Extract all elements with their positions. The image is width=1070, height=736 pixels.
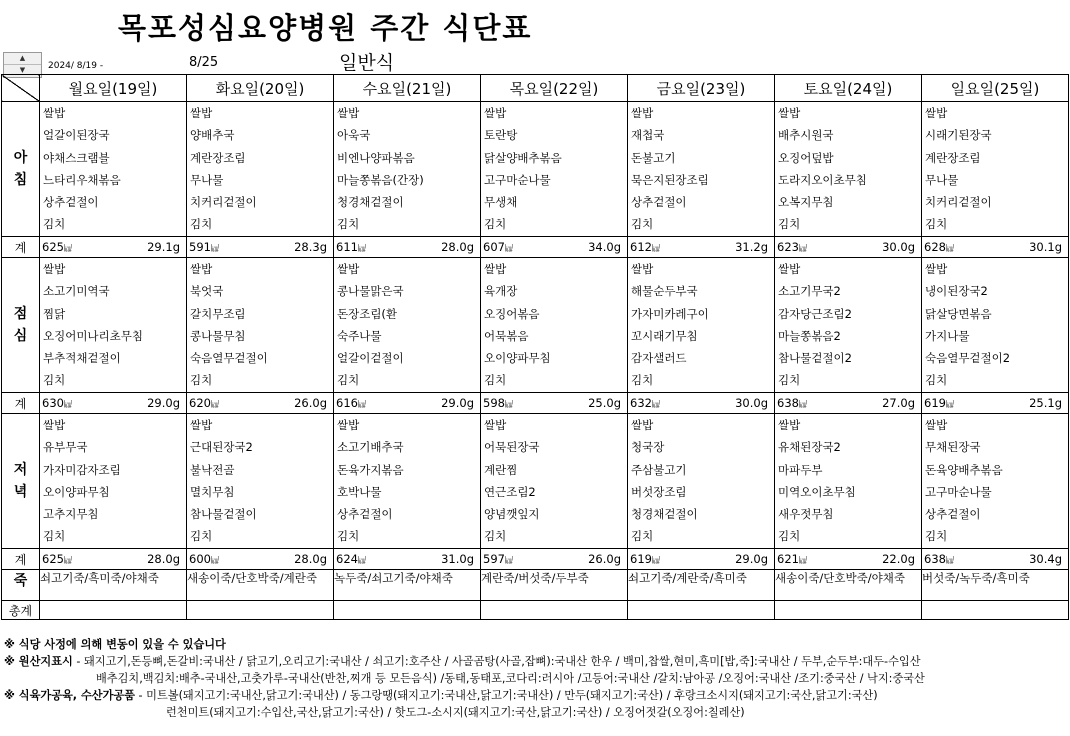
menu-item: 소고기미역국: [43, 284, 110, 299]
menu-item: 쌀밥: [43, 262, 66, 276]
porridge-cell: 쇠고기죽/계란죽/흑미죽: [628, 570, 775, 601]
page-title: 목포성심요양병원 주간 식단표: [118, 11, 533, 45]
menu-item: 얼갈이겉절이: [337, 351, 404, 366]
lunch-cell: [187, 258, 334, 393]
menu-item: 시래기된장국: [925, 128, 992, 143]
menu-item: 냉이된장국2: [925, 284, 988, 299]
date-range-end: 8/25: [189, 55, 219, 70]
breakfast-cell: [481, 102, 628, 237]
menu-item: 느타리우채볶음: [43, 172, 121, 187]
lunch-cell: [775, 258, 922, 393]
date-range-start: 2024/ 8/19 -: [48, 61, 104, 71]
menu-item: 김치: [190, 529, 213, 544]
breakfast-cell: [922, 102, 1069, 237]
total-label: 총계: [2, 601, 40, 620]
menu-item: 쌀밥: [190, 262, 213, 276]
menu-item: 쌀밥: [337, 262, 360, 276]
corner-cell: [2, 75, 40, 102]
menu-item: 숙음열무겉절이2: [925, 351, 1011, 366]
menu-item: 닭살당면볶음: [925, 306, 992, 321]
protein-value: 31.0g: [441, 552, 474, 566]
day-header: 목요일(22일): [481, 75, 628, 102]
menu-item: 오징어덮밥: [778, 150, 834, 165]
menu-item: 상추겉절이: [43, 195, 99, 210]
menu-item: 오징어미나리초무침: [43, 328, 143, 343]
breakfast-cell: [187, 102, 334, 237]
menu-item: 오복지무침: [778, 195, 834, 210]
subtotal-cell: [187, 393, 334, 414]
subtotal-cell: [922, 549, 1069, 570]
dinner-cell: [922, 414, 1069, 549]
porridge-cell: 쇠고기죽/흑미죽/야채죽: [40, 570, 187, 601]
menu-item: 숙주나물: [337, 328, 382, 343]
menu-item: 연근조림2: [484, 484, 536, 499]
protein-value: 28.0g: [441, 240, 474, 254]
calorie-value: 591㎉: [189, 240, 219, 254]
lunch-row: [2, 258, 1069, 393]
day-header: 수요일(21일): [334, 75, 481, 102]
porridge-row: [2, 570, 1069, 601]
menu-item: 가자미감자조림: [43, 462, 121, 477]
menu-item: 오이양파무침: [43, 484, 110, 499]
menu-item: 김치: [778, 217, 801, 232]
menu-item: 계란장조림: [190, 150, 246, 165]
menu-item: 쌀밥: [631, 262, 654, 276]
protein-value: 25.1g: [1029, 396, 1062, 410]
calorie-value: 625㎉: [42, 240, 72, 254]
calorie-value: 620㎉: [189, 396, 219, 410]
dinner-cell: [775, 414, 922, 549]
menu-item: 쌀밥: [43, 106, 66, 120]
calorie-value: 621㎉: [777, 552, 807, 566]
protein-value: 22.0g: [882, 552, 915, 566]
subtotal-cell: [481, 237, 628, 258]
calorie-value: 619㎉: [924, 396, 954, 410]
menu-item: 무나물: [925, 172, 959, 187]
calorie-value: 638㎉: [924, 552, 954, 566]
menu-item: 쌀밥: [631, 418, 654, 432]
day-header: 토요일(24일): [775, 75, 922, 102]
menu-item: 쌀밥: [190, 418, 213, 432]
menu-item: 유채된장국2: [778, 440, 841, 455]
menu-item: 상추겉절이: [337, 507, 393, 522]
subtotal-cell: [187, 237, 334, 258]
menu-item: 쌀밥: [925, 262, 948, 276]
porridge-cell: 버섯죽/녹두죽/흑미죽: [922, 570, 1069, 601]
menu-item: 돈육가지볶음: [337, 462, 404, 477]
protein-value: 29.0g: [147, 396, 180, 410]
menu-item: 김치: [190, 217, 213, 232]
menu-item: 마파두부: [778, 462, 823, 477]
menu-item: 김치: [43, 373, 66, 388]
menu-item: 계란찜: [484, 462, 518, 477]
menu-item: 돈장조림(환: [337, 306, 398, 321]
menu-item: 호박나물: [337, 484, 382, 499]
subtotal-cell: [628, 393, 775, 414]
menu-item: 김치: [43, 529, 66, 544]
menu-item: 쌀밥: [778, 106, 801, 120]
menu-item: 비엔나양파볶음: [337, 150, 415, 165]
menu-item: 근대된장국2: [190, 440, 253, 455]
dinner-cell: [40, 414, 187, 549]
menu-item: 김치: [778, 373, 801, 388]
protein-value: 30.4g: [1029, 552, 1062, 566]
dinner-subtotal-row: [2, 549, 1069, 570]
subtotal-cell: [40, 549, 187, 570]
menu-item: 마늘쫑볶음2: [778, 328, 841, 343]
subtotal-cell: [922, 237, 1069, 258]
menu-item: 김치: [631, 529, 654, 544]
menu-item: 쌀밥: [925, 418, 948, 432]
menu-item: 숙음열무겉절이: [190, 351, 268, 366]
menu-item: 상추겉절이: [925, 507, 981, 522]
protein-value: 30.0g: [882, 240, 915, 254]
origin-label: ※ 원산지표시: [4, 655, 73, 668]
menu-item: 찜닭: [43, 306, 66, 321]
lunch-cell: [628, 258, 775, 393]
calorie-value: 611㎉: [336, 240, 366, 254]
protein-value: 29.0g: [441, 396, 474, 410]
calorie-value: 616㎉: [336, 396, 366, 410]
menu-item: 고추지무침: [43, 507, 99, 522]
menu-item: 쌀밥: [337, 418, 360, 432]
menu-item: 닭살양배추볶음: [484, 150, 562, 165]
menu-item: 주삼불고기: [631, 462, 687, 477]
breakfast-label: 아 침: [2, 102, 40, 237]
menu-item: 쌀밥: [484, 262, 507, 276]
menu-item: 김치: [43, 217, 66, 232]
menu-item: 쌀밥: [43, 418, 66, 432]
menu-item: 쌀밥: [337, 106, 360, 120]
dinner-row: [2, 414, 1069, 549]
day-header: 일요일(25일): [922, 75, 1069, 102]
protein-value: 28.3g: [294, 240, 327, 254]
menu-item: 도라지오이초무침: [778, 172, 867, 187]
menu-item: 갈치무조림: [190, 306, 246, 321]
menu-item: 새우젓무침: [778, 507, 834, 522]
menu-item: 소고기무국2: [778, 284, 841, 299]
menu-item: 꼬시래기무침: [631, 328, 698, 343]
lunch-cell: [40, 258, 187, 393]
protein-value: 30.1g: [1029, 240, 1062, 254]
menu-item: 가지나물: [925, 328, 970, 343]
protein-value: 26.0g: [294, 396, 327, 410]
subtotal-cell: [40, 237, 187, 258]
menu-type-label: 일반식: [339, 52, 395, 74]
menu-item: 버섯장조림: [631, 484, 687, 499]
menu-item: 김치: [484, 529, 507, 544]
total-cell: [481, 601, 628, 620]
menu-item: 쌀밥: [778, 418, 801, 432]
origin-line-1: ※ 원산지표시 - 돼지고기,돈등뼈,돈갈비:국내산 / 닭고기,오리고기:국내산 / 쇠고기:호주산 / 사골곰탕(사골,잡뼈):국내산 한우 / 백미,찹쌀,현미,흑미[밥,죽]:국내산 / 두부,순두부:대두-수입산: [4, 655, 921, 668]
menu-item: 상추겉절이: [631, 195, 687, 210]
menu-item: 김치: [190, 373, 213, 388]
menu-item: 무나물: [190, 172, 224, 187]
menu-item: 참나물겉절이: [190, 507, 257, 522]
menu-item: 치커리겉절이: [925, 195, 992, 210]
notice-change: ※ 식당 사정에 의해 변동이 있을 수 있습니다: [4, 638, 226, 651]
menu-item: 배추시원국: [778, 128, 834, 143]
calorie-value: 625㎉: [42, 552, 72, 566]
subtotal-label: 계: [2, 393, 40, 414]
protein-value: 28.0g: [294, 552, 327, 566]
subtotal-cell: [628, 549, 775, 570]
menu-item: 쌀밥: [631, 106, 654, 120]
menu-item: 김치: [337, 529, 360, 544]
porridge-cell: 새송이죽/단호박죽/계란죽: [187, 570, 334, 601]
porridge-cell: 새송이죽/단호박죽/야채죽: [775, 570, 922, 601]
calorie-value: 632㎉: [630, 396, 660, 410]
calorie-value: 600㎉: [189, 552, 219, 566]
menu-item: 무채된장국: [925, 440, 981, 455]
menu-item: 무생채: [484, 195, 518, 210]
menu-item: 양념깻잎지: [484, 507, 540, 522]
lunch-cell: [481, 258, 628, 393]
menu-item: 계란장조림: [925, 150, 981, 165]
porridge-cell: 녹두죽/쇠고기죽/야채죽: [334, 570, 481, 601]
calorie-value: 598㎉: [483, 396, 513, 410]
subtotal-cell: [334, 237, 481, 258]
menu-item: 유부무국: [43, 440, 88, 455]
menu-item: 김치: [484, 217, 507, 232]
menu-item: 콩나물맑은국: [337, 284, 404, 299]
subtotal-cell: [481, 393, 628, 414]
subtotal-cell: [775, 549, 922, 570]
menu-item: 콩나물무침: [190, 328, 246, 343]
protein-value: 29.1g: [147, 240, 180, 254]
menu-item: 김치: [631, 217, 654, 232]
menu-item: 고구마순나물: [925, 484, 992, 499]
day-header: 금요일(23일): [628, 75, 775, 102]
menu-item: 해물순두부국: [631, 284, 698, 299]
total-cell: [40, 601, 187, 620]
menu-item: 마늘쫑볶음(간장): [337, 172, 424, 187]
menu-item: 부추적채겉절이: [43, 351, 121, 366]
menu-item: 김치: [337, 373, 360, 388]
protein-value: 31.2g: [735, 240, 768, 254]
porridge-label: 죽: [2, 570, 40, 601]
menu-item: 오징어볶음: [484, 306, 540, 321]
menu-item: 아욱국: [337, 128, 371, 143]
breakfast-subtotal-row: [2, 237, 1069, 258]
processed-line-1: ※ 식육가공육, 수산가공품 - 미트볼(돼지고기:국내산,닭고기:국내산) / 동그랑땡(돼지고기:국내산,닭고기:국내산) / 만두(돼지고기:국산) / 후랑크소시지(돼지고기:국산,닭고기:국산): [4, 689, 878, 702]
menu-item: 김치: [337, 217, 360, 232]
dinner-cell: [628, 414, 775, 549]
total-cell: [628, 601, 775, 620]
menu-item: 미역오이초무침: [778, 484, 856, 499]
menu-item: 오이양파무침: [484, 351, 551, 366]
menu-item: 치커리겉절이: [190, 195, 257, 210]
menu-item: 불낙전골: [190, 462, 235, 477]
menu-item: 청경채겉절이: [631, 507, 698, 522]
menu-item: 얼갈이된장국: [43, 128, 110, 143]
origin-line-2: 배추김치,백김치:배추-국내산,고춧가루-국내산(반찬,찌개 등 모든음식) /동태,동태포,코다리:러시아 /고등어:국내산 /갈치:남아공 /오징어:국내산 /조기:중국산 / 낙지:중국산: [96, 672, 925, 685]
menu-item: 양배추국: [190, 128, 235, 143]
breakfast-cell: [628, 102, 775, 237]
spinner-down-icon[interactable]: ▼: [19, 66, 26, 74]
menu-item: 멸치무침: [190, 484, 235, 499]
subtotal-cell: [775, 237, 922, 258]
breakfast-row: [2, 102, 1069, 237]
calorie-value: 638㎉: [777, 396, 807, 410]
subtotal-cell: [628, 237, 775, 258]
calorie-value: 628㎉: [924, 240, 954, 254]
subtotal-cell: [187, 549, 334, 570]
menu-item: 청국장: [631, 440, 665, 455]
menu-item: 어묵된장국: [484, 440, 540, 455]
dinner-cell: [481, 414, 628, 549]
calorie-value: 612㎉: [630, 240, 660, 254]
menu-item: 돈육양배추볶음: [925, 462, 1003, 477]
menu-item: 쌀밥: [484, 106, 507, 120]
lunch-cell: [334, 258, 481, 393]
processed-label: ※ 식육가공육, 수산가공품: [4, 689, 135, 702]
protein-value: 27.0g: [882, 396, 915, 410]
menu-item: 김치: [631, 373, 654, 388]
calorie-value: 623㎉: [777, 240, 807, 254]
protein-value: 30.0g: [735, 396, 768, 410]
breakfast-cell: [40, 102, 187, 237]
calorie-value: 597㎉: [483, 552, 513, 566]
menu-item: 김치: [778, 529, 801, 544]
menu-item: 야채스크램블: [43, 150, 110, 165]
breakfast-cell: [334, 102, 481, 237]
notes-section: [4, 636, 1066, 721]
day-header-row: [2, 75, 1069, 102]
total-cell: [775, 601, 922, 620]
calorie-value: 630㎉: [42, 396, 72, 410]
menu-item: 재첩국: [631, 128, 665, 143]
protein-value: 29.0g: [735, 552, 768, 566]
lunch-subtotal-row: [2, 393, 1069, 414]
subtotal-label: 계: [2, 549, 40, 570]
subtotal-cell: [334, 393, 481, 414]
total-cell: [187, 601, 334, 620]
menu-item: 가자미카레구이: [631, 306, 709, 321]
menu-item: 고구마순나물: [484, 172, 551, 187]
calorie-value: 624㎉: [336, 552, 366, 566]
processed-line-2: 런천미트(돼지고기:수입산,국산,닭고기:국산) / 핫도그-소시지(돼지고기:국산,닭고기:국산) / 오징어젓갈(오징어:칠레산): [166, 706, 745, 719]
menu-item: 김치: [925, 217, 948, 232]
menu-item: 감자당근조림2: [778, 306, 852, 321]
dinner-cell: [187, 414, 334, 549]
spinner-up-icon[interactable]: ▲: [4, 53, 41, 65]
subtotal-cell: [481, 549, 628, 570]
menu-item: 김치: [484, 373, 507, 388]
total-cell: [922, 601, 1069, 620]
dinner-cell: [334, 414, 481, 549]
menu-item: 돈불고기: [631, 150, 676, 165]
menu-item: 소고기배추국: [337, 440, 404, 455]
weekly-menu-table: [1, 74, 1069, 620]
subtotal-label: 계: [2, 237, 40, 258]
calorie-value: 607㎉: [483, 240, 513, 254]
dinner-label: 저 녁: [2, 414, 40, 549]
porridge-cell: 계란죽/버섯죽/두부죽: [481, 570, 628, 601]
total-row: [2, 601, 1069, 620]
subtotal-cell: [775, 393, 922, 414]
menu-item: 토란탕: [484, 128, 518, 143]
protein-value: 28.0g: [147, 552, 180, 566]
menu-item: 쌀밥: [925, 106, 948, 120]
menu-item: 북엇국: [190, 284, 224, 299]
subtotal-cell: [334, 549, 481, 570]
menu-item: 김치: [925, 373, 948, 388]
lunch-label: 점 심: [2, 258, 40, 393]
menu-item: 쌀밥: [484, 418, 507, 432]
protein-value: 34.0g: [588, 240, 621, 254]
protein-value: 26.0g: [588, 552, 621, 566]
breakfast-cell: [775, 102, 922, 237]
subtotal-cell: [40, 393, 187, 414]
menu-item: 참나물겉절이2: [778, 351, 852, 366]
subtotal-cell: [922, 393, 1069, 414]
lunch-cell: [922, 258, 1069, 393]
total-cell: [334, 601, 481, 620]
day-header: 월요일(19일): [40, 75, 187, 102]
menu-item: 쌀밥: [778, 262, 801, 276]
menu-item: 김치: [925, 529, 948, 544]
calorie-value: 619㎉: [630, 552, 660, 566]
menu-item: 감자샐러드: [631, 351, 687, 366]
menu-item: 육개장: [484, 284, 518, 299]
menu-item: 쌀밥: [190, 106, 213, 120]
menu-item: 어묵볶음: [484, 328, 529, 343]
menu-item: 청경채겉절이: [337, 195, 404, 210]
day-header: 화요일(20일): [187, 75, 334, 102]
menu-item: 묵은지된장조림: [631, 172, 709, 187]
protein-value: 25.0g: [588, 396, 621, 410]
